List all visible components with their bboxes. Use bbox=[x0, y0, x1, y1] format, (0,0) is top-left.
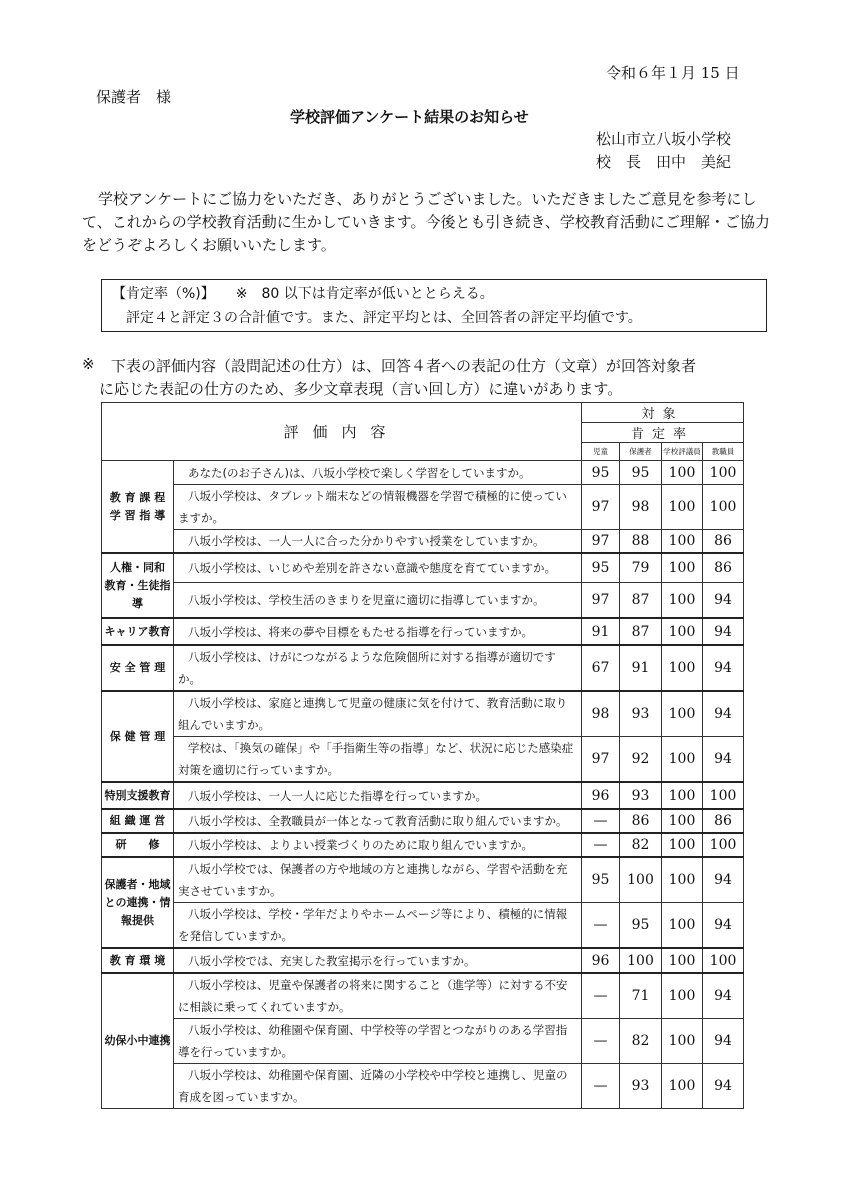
value-students: 97 bbox=[582, 530, 620, 554]
value-guardians: 100 bbox=[620, 857, 662, 903]
value-guardians: 92 bbox=[620, 737, 662, 783]
value-guardians: 88 bbox=[620, 530, 662, 554]
value-councilors: 100 bbox=[662, 461, 703, 485]
category-cell: 組 織 運 営 bbox=[102, 809, 174, 833]
table-row bbox=[102, 809, 744, 833]
value-guardians: 100 bbox=[620, 948, 662, 973]
note-line2: に応じた表記の仕方のため、多少文章表現（言い回し方）に違いがあります。 bbox=[99, 380, 623, 398]
table-row bbox=[102, 691, 744, 737]
table-row bbox=[102, 618, 744, 645]
table-row bbox=[102, 948, 744, 973]
value-guardians: 95 bbox=[620, 461, 662, 485]
question-cell: 八坂小学校は、幼稚園や保育園、中学校等の学習とつながりのある学習指導を行っていますか。 bbox=[174, 1019, 582, 1064]
category-cell: 幼保小中連携 bbox=[102, 973, 174, 1109]
value-guardians: 95 bbox=[620, 903, 662, 949]
table-row bbox=[102, 485, 744, 530]
value-councilors: 100 bbox=[662, 691, 703, 737]
value-students: — bbox=[582, 903, 620, 949]
recipient: 保護者 様 bbox=[96, 88, 172, 106]
value-guardians: 87 bbox=[620, 618, 662, 645]
question-cell: あなた(のお子さん)は、八坂小学校で楽しく学習をしていますか。 bbox=[174, 461, 582, 485]
value-staff: 100 bbox=[703, 461, 744, 485]
table-row bbox=[102, 857, 744, 903]
value-students: 97 bbox=[582, 737, 620, 783]
question-cell: 八坂小学校は、学校生活のきまりを児童に適切に指導していますか。 bbox=[174, 582, 582, 618]
question-cell: 八坂小学校は、けがにつながるような危険個所に対する指導が適切ですか。 bbox=[174, 645, 582, 691]
category-cell: 保護者・地域 との連携・情 報提供 bbox=[102, 857, 174, 948]
value-staff: 94 bbox=[703, 1019, 744, 1064]
value-staff: 86 bbox=[703, 530, 744, 554]
results-table bbox=[101, 402, 744, 1109]
question-cell: 八坂小学校では、保護者の方や地域の方と連携しながら、学習や活動を充実させていますか。 bbox=[174, 857, 582, 903]
value-students: — bbox=[582, 833, 620, 857]
issue-date: 令和６年１月 15 日 bbox=[606, 64, 740, 82]
table-row bbox=[102, 737, 744, 783]
value-guardians: 93 bbox=[620, 1064, 662, 1109]
value-students: 96 bbox=[582, 782, 620, 809]
value-staff: 94 bbox=[703, 857, 744, 903]
header-target: 対象 bbox=[582, 403, 744, 423]
table-row bbox=[102, 1064, 744, 1109]
value-staff: 94 bbox=[703, 582, 744, 618]
info-box-line1: 【肯定率（%)】 ※ 80 以下は肯定率が低いととらえる。 bbox=[112, 286, 494, 302]
value-staff: 86 bbox=[703, 809, 744, 833]
value-councilors: 100 bbox=[662, 973, 703, 1019]
col-header-students: 児童 bbox=[582, 443, 620, 461]
value-guardians: 71 bbox=[620, 973, 662, 1019]
value-guardians: 93 bbox=[620, 782, 662, 809]
value-councilors: 100 bbox=[662, 582, 703, 618]
value-councilors: 100 bbox=[662, 782, 703, 809]
value-students: 98 bbox=[582, 691, 620, 737]
value-staff: 94 bbox=[703, 618, 744, 645]
question-cell: 八坂小学校は、幼稚園や保育園、近隣の小学校や中学校と連携し、児童の育成を図っていますか。 bbox=[174, 1064, 582, 1109]
value-students: — bbox=[582, 1019, 620, 1064]
value-students: — bbox=[582, 973, 620, 1019]
school-name: 松山市立八坂小学校 bbox=[596, 130, 732, 148]
value-councilors: 100 bbox=[662, 948, 703, 973]
value-staff: 94 bbox=[703, 1064, 744, 1109]
category-cell: 教 育 課 程 学 習 指 導 bbox=[102, 461, 174, 554]
category-cell: 安 全 管 理 bbox=[102, 645, 174, 691]
question-cell: 八坂小学校は、よりよい授業づくりのために取り組んでいますか。 bbox=[174, 833, 582, 857]
value-guardians: 91 bbox=[620, 645, 662, 691]
value-staff: 94 bbox=[703, 737, 744, 783]
table-row bbox=[102, 461, 744, 485]
value-students: — bbox=[582, 809, 620, 833]
value-students: 67 bbox=[582, 645, 620, 691]
info-box bbox=[101, 279, 767, 332]
value-staff: 94 bbox=[703, 973, 744, 1019]
value-councilors: 100 bbox=[662, 645, 703, 691]
table-row bbox=[102, 973, 744, 1019]
table-row bbox=[102, 833, 744, 857]
value-students: 95 bbox=[582, 553, 620, 582]
value-students: 95 bbox=[582, 461, 620, 485]
col-header-guardians: 保護者 bbox=[620, 443, 662, 461]
value-councilors: 100 bbox=[662, 737, 703, 783]
value-guardians: 82 bbox=[620, 833, 662, 857]
value-students: 96 bbox=[582, 948, 620, 973]
value-students: — bbox=[582, 1064, 620, 1109]
table-row bbox=[102, 903, 744, 949]
category-cell: 研 修 bbox=[102, 833, 174, 857]
table-row bbox=[102, 582, 744, 618]
value-councilors: 100 bbox=[662, 618, 703, 645]
value-staff: 100 bbox=[703, 485, 744, 530]
table-row bbox=[102, 530, 744, 554]
question-cell: 八坂小学校は、学校・学年だよりやホームページ等により、積極的に情報を発信していますか。 bbox=[174, 903, 582, 949]
principal-name: 校 長 田中 美紀 bbox=[596, 153, 732, 171]
col-header-councilors: 学校評議員 bbox=[662, 443, 703, 461]
question-cell: 八坂小学校は、一人一人に応じた指導を行っていますか。 bbox=[174, 782, 582, 809]
value-staff: 100 bbox=[703, 948, 744, 973]
value-staff: 94 bbox=[703, 691, 744, 737]
value-councilors: 100 bbox=[662, 809, 703, 833]
category-cell: 特別支援教育 bbox=[102, 782, 174, 809]
table-row bbox=[102, 553, 744, 582]
value-councilors: 100 bbox=[662, 1019, 703, 1064]
value-students: 91 bbox=[582, 618, 620, 645]
question-cell: 学校は、「換気の確保」や「手指衛生等の指導」など、状況に応じた感染症対策を適切に行っていますか。 bbox=[174, 737, 582, 783]
question-cell: 八坂小学校では、充実した教室掲示を行っていますか。 bbox=[174, 948, 582, 973]
value-staff: 86 bbox=[703, 553, 744, 582]
value-councilors: 100 bbox=[662, 903, 703, 949]
category-cell: キャリア教育 bbox=[102, 618, 174, 645]
value-staff: 100 bbox=[703, 782, 744, 809]
note-line1: 下表の評価内容（設問記述の仕方）は、回答４者への表記の仕方（文章）が回答対象者 bbox=[111, 357, 697, 375]
value-councilors: 100 bbox=[662, 530, 703, 554]
table-row bbox=[102, 1019, 744, 1064]
category-cell: 人権・同和 教育・生徒指導 bbox=[102, 553, 174, 618]
value-students: 97 bbox=[582, 582, 620, 618]
header-content: 評価内容 bbox=[102, 403, 582, 461]
intro-paragraph: 学校アンケートにご協力をいただき、ありがとうございました。いただきましたご意見を参考にして、これからの学校教育活動に生かしていきます。今後とも引き続き、学校教育活動にご理解・ご協力をどうぞよろしくお願いいたします。 bbox=[82, 190, 770, 254]
value-students: 95 bbox=[582, 857, 620, 903]
value-councilors: 100 bbox=[662, 485, 703, 530]
table-row bbox=[102, 782, 744, 809]
question-cell: 八坂小学校は、一人一人に合った分かりやすい授業をしていますか。 bbox=[174, 530, 582, 554]
value-guardians: 98 bbox=[620, 485, 662, 530]
category-cell: 教 育 環 境 bbox=[102, 948, 174, 973]
value-councilors: 100 bbox=[662, 833, 703, 857]
question-cell: 八坂小学校は、児童や保護者の将来に関すること（進学等）に対する不安に相談に乗ってくれていますか。 bbox=[174, 973, 582, 1019]
value-students: 97 bbox=[582, 485, 620, 530]
question-cell: 八坂小学校は、家庭と連携して児童の健康に気を付けて、教育活動に取り組んでいますか。 bbox=[174, 691, 582, 737]
value-staff: 100 bbox=[703, 833, 744, 857]
value-guardians: 93 bbox=[620, 691, 662, 737]
question-cell: 八坂小学校は、将来の夢や目標をもたせる指導を行っていますか。 bbox=[174, 618, 582, 645]
question-cell: 八坂小学校は、タブレット端末などの情報機器を学習で積極的に使っていますか。 bbox=[174, 485, 582, 530]
info-box-line2: 評定４と評定３の合計値です。また、評定平均とは、全回答者の評定平均値です。 bbox=[126, 310, 642, 326]
value-guardians: 87 bbox=[620, 582, 662, 618]
col-header-staff: 教職員 bbox=[703, 443, 744, 461]
value-staff: 94 bbox=[703, 645, 744, 691]
question-cell: 八坂小学校は、全教職員が一体となって教育活動に取り組んでいますか。 bbox=[174, 809, 582, 833]
header-rate: 肯定率 bbox=[582, 423, 744, 443]
document-title: 学校評価アンケート結果のお知らせ bbox=[290, 108, 529, 126]
question-cell: 八坂小学校は、いじめや差別を許さない意識や態度を育てていますか。 bbox=[174, 553, 582, 582]
category-cell: 保 健 管 理 bbox=[102, 691, 174, 782]
value-councilors: 100 bbox=[662, 553, 703, 582]
value-guardians: 79 bbox=[620, 553, 662, 582]
value-councilors: 100 bbox=[662, 857, 703, 903]
value-guardians: 82 bbox=[620, 1019, 662, 1064]
value-councilors: 100 bbox=[662, 1064, 703, 1109]
note-mark: ※ bbox=[82, 355, 95, 373]
table-row bbox=[102, 645, 744, 691]
value-guardians: 86 bbox=[620, 809, 662, 833]
value-staff: 94 bbox=[703, 903, 744, 949]
